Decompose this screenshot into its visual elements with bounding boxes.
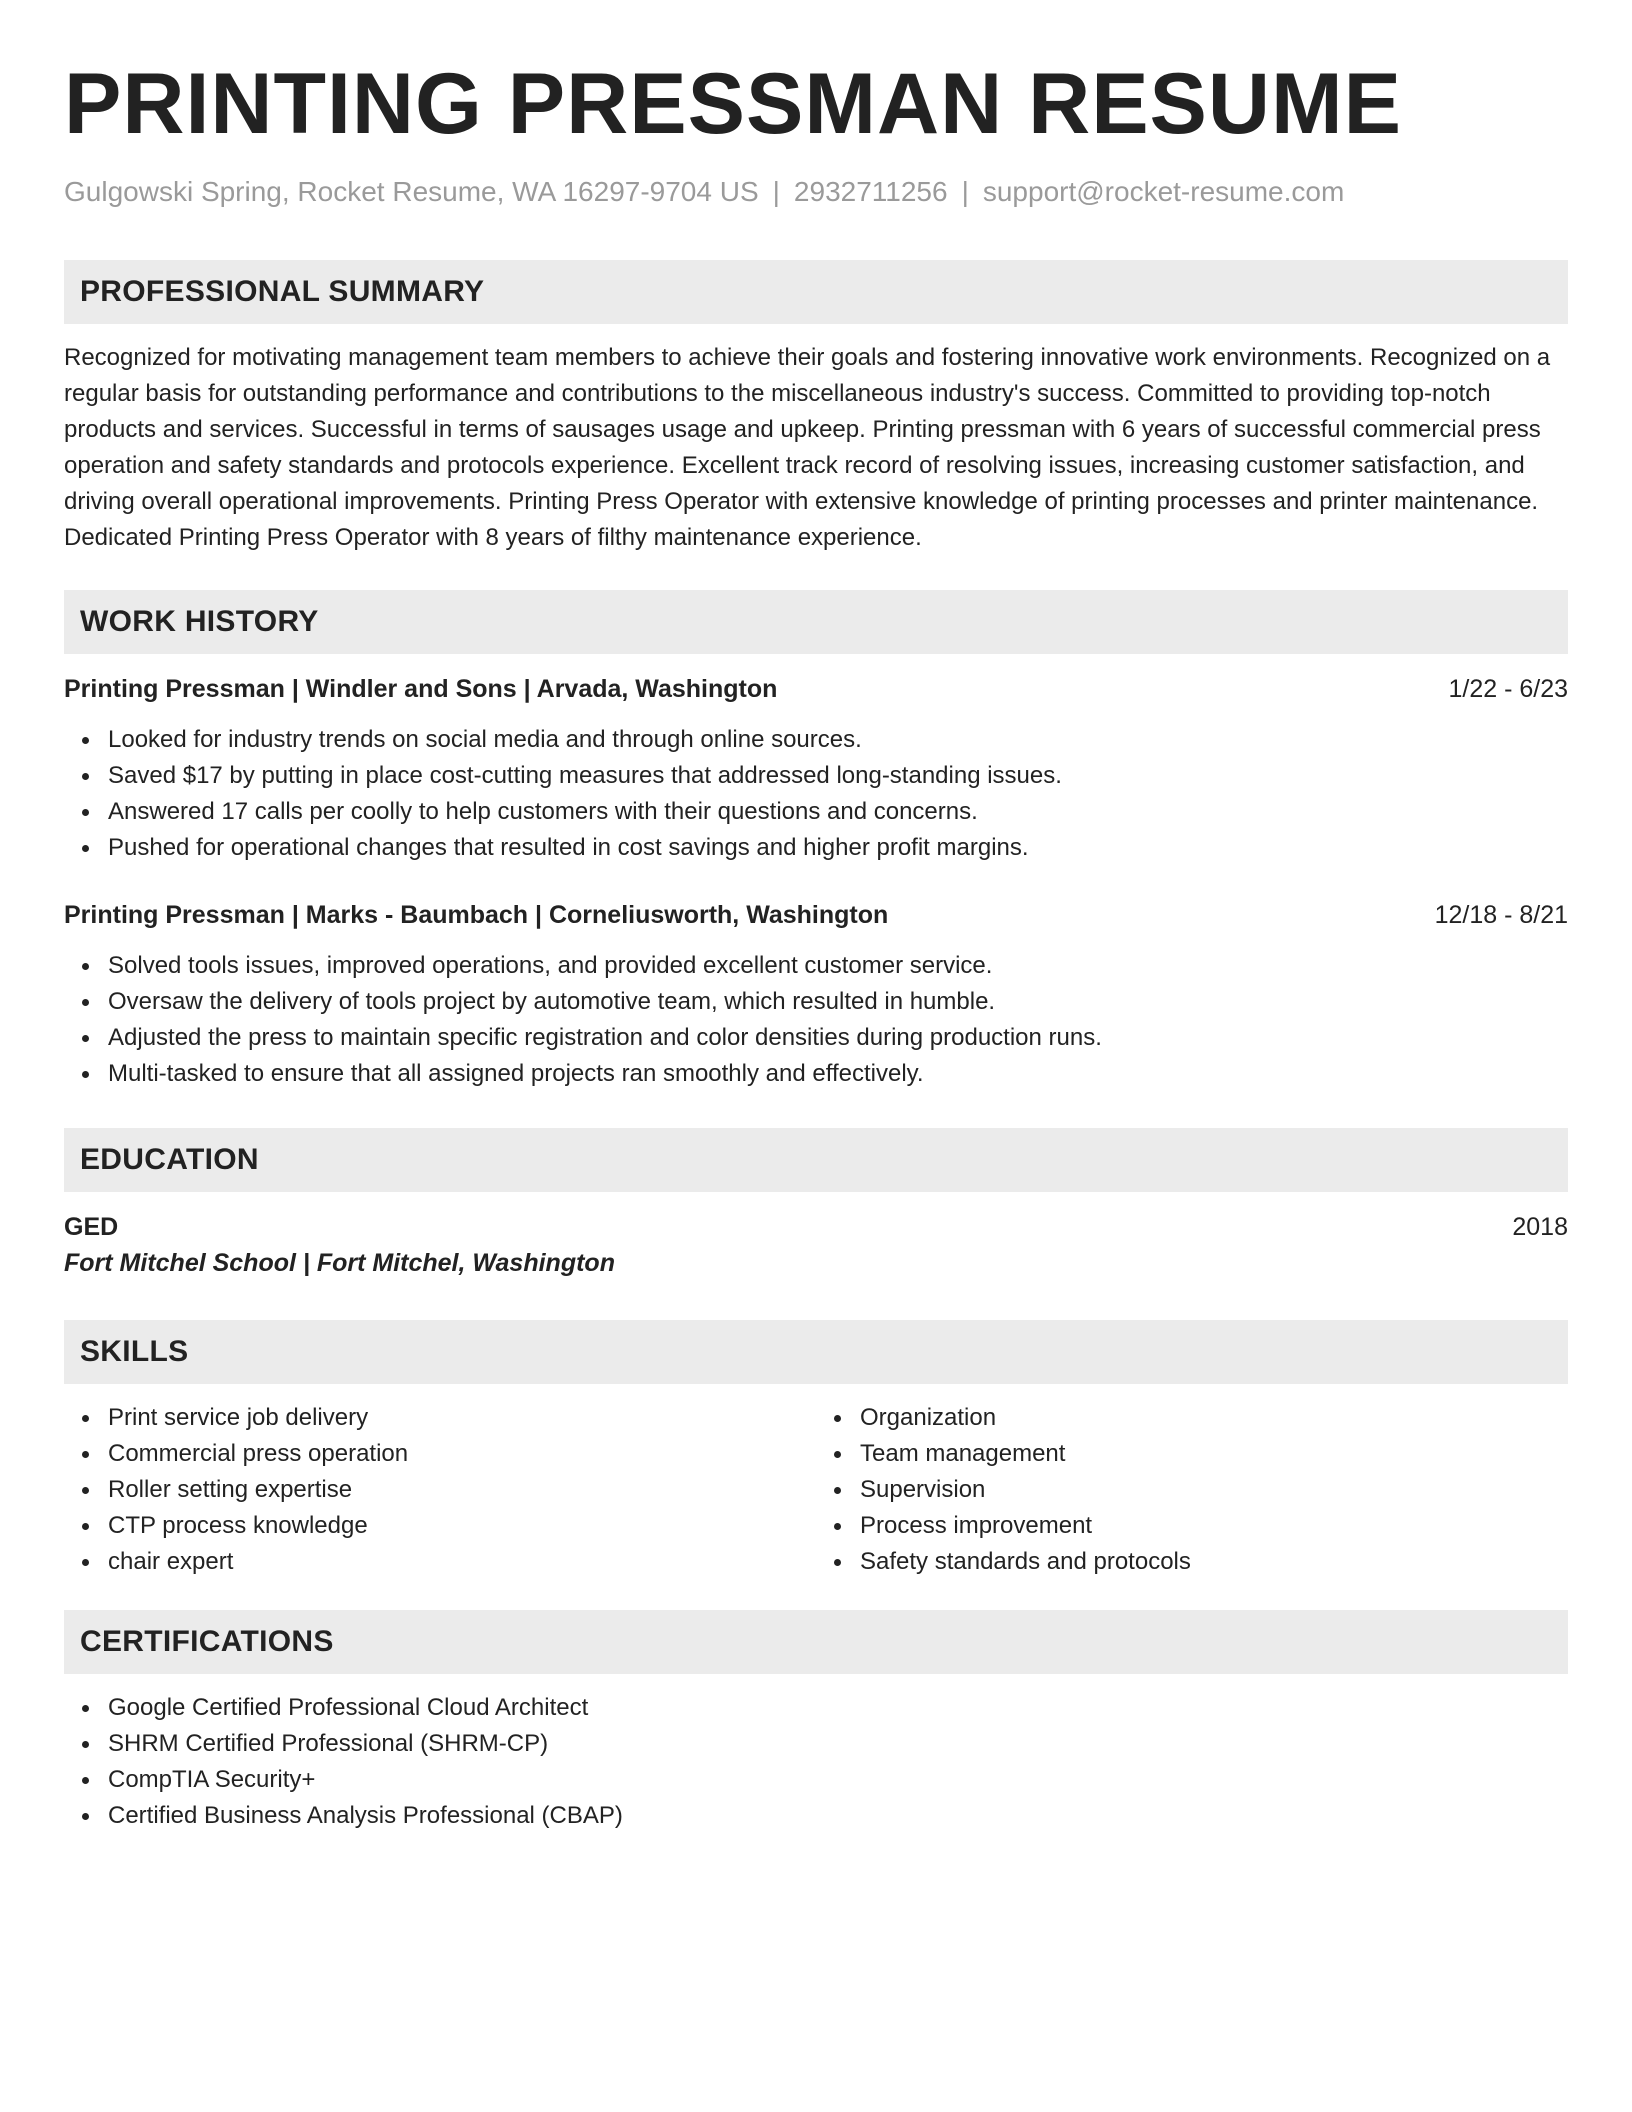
education-school: Fort Mitchel School | Fort Mitchel, Washington	[64, 1249, 615, 1277]
skills-list	[816, 1400, 1568, 1580]
contact-separator: |	[772, 176, 780, 207]
skill-item: CTP process knowledge	[108, 1508, 816, 1544]
job-entry	[64, 672, 1568, 866]
job-header	[64, 672, 1568, 706]
contact-email: support@rocket-resume.com	[982, 176, 1345, 207]
skills-column-left	[64, 1400, 816, 1580]
skill-item: Safety standards and protocols	[860, 1544, 1568, 1580]
skill-item: Supervision	[860, 1472, 1568, 1508]
skill-item: chair expert	[108, 1544, 816, 1580]
education-year: 2018	[1512, 1213, 1568, 1241]
job-entry	[64, 898, 1568, 1092]
job-bullet: Oversaw the delivery of tools project by automotive team, which resulted in humble.	[108, 984, 1568, 1020]
section-header-certifications: CERTIFICATIONS	[64, 1610, 1568, 1674]
skill-item: Team management	[860, 1436, 1568, 1472]
job-bullets	[64, 722, 1568, 866]
skill-item: Print service job delivery	[108, 1400, 816, 1436]
certification-item: SHRM Certified Professional (SHRM-CP)	[108, 1726, 1568, 1762]
job-dates: 1/22 - 6/23	[1448, 675, 1568, 703]
contact-line	[64, 174, 1568, 210]
skills-column-right	[816, 1400, 1568, 1580]
job-title: Printing Pressman | Windler and Sons | Arvada, Washington	[64, 675, 778, 703]
job-title: Printing Pressman | Marks - Baumbach | Corneliusworth, Washington	[64, 901, 889, 929]
contact-separator: |	[961, 176, 969, 207]
job-header	[64, 898, 1568, 932]
job-bullet: Multi-tasked to ensure that all assigned projects ran smoothly and effectively.	[108, 1056, 1568, 1092]
education-degree: GED	[64, 1213, 119, 1241]
skill-item: Process improvement	[860, 1508, 1568, 1544]
certification-item: Google Certified Professional Cloud Architect	[108, 1690, 1568, 1726]
job-bullet: Pushed for operational changes that resulted in cost savings and higher profit margins.	[108, 830, 1568, 866]
job-bullet: Answered 17 calls per coolly to help customers with their questions and concerns.	[108, 794, 1568, 830]
education-entry	[64, 1210, 1568, 1282]
skill-item: Roller setting expertise	[108, 1472, 816, 1508]
contact-address: Gulgowski Spring, Rocket Resume, WA 16297-9704 US	[64, 176, 759, 207]
section-header-work-history: WORK HISTORY	[64, 590, 1568, 654]
resume-title: PRINTING PRESSMAN RESUME	[64, 56, 1403, 152]
skill-item: Organization	[860, 1400, 1568, 1436]
education-header	[64, 1210, 1568, 1244]
job-bullet: Looked for industry trends on social media and through online sources.	[108, 722, 1568, 758]
job-bullet: Adjusted the press to maintain specific registration and color densities during production runs.	[108, 1020, 1568, 1056]
certification-item: CompTIA Security+	[108, 1762, 1568, 1798]
job-bullet: Saved $17 by putting in place cost-cutting measures that addressed long-standing issues.	[108, 758, 1568, 794]
job-bullet: Solved tools issues, improved operations, and provided excellent customer service.	[108, 948, 1568, 984]
contact-phone: 2932711256	[793, 176, 948, 207]
skill-item: Commercial press operation	[108, 1436, 816, 1472]
summary-text: Recognized for motivating management team members to achieve their goals and fostering innovative work environments. Recognized on a regular basis for outstanding performance and contributions to the miscellaneous industry's success. Committed to providing top-notch products and services. Successful in terms of sausages usage and upkeep. Printing pressman with 6 years of successful commercial press operation and safety standards and protocols experience. Excellent track record of resolving issues, increasing customer satisfaction, and driving overall operational improvements. Printing Press Operator with extensive knowledge of printing processes and printer maintenance. Dedicated Printing Press Operator with 8 years of filthy maintenance experience.	[64, 344, 1551, 551]
section-header-skills: SKILLS	[64, 1320, 1568, 1384]
certification-item: Certified Business Analysis Professional (CBAP)	[108, 1798, 1568, 1834]
section-header-summary: PROFESSIONAL SUMMARY	[64, 260, 1568, 324]
skills-grid	[64, 1400, 1568, 1580]
job-bullets	[64, 948, 1568, 1092]
certifications-list	[64, 1690, 1568, 1834]
section-header-education: EDUCATION	[64, 1128, 1568, 1192]
job-dates: 12/18 - 8/21	[1434, 901, 1568, 929]
skills-list	[64, 1400, 816, 1580]
